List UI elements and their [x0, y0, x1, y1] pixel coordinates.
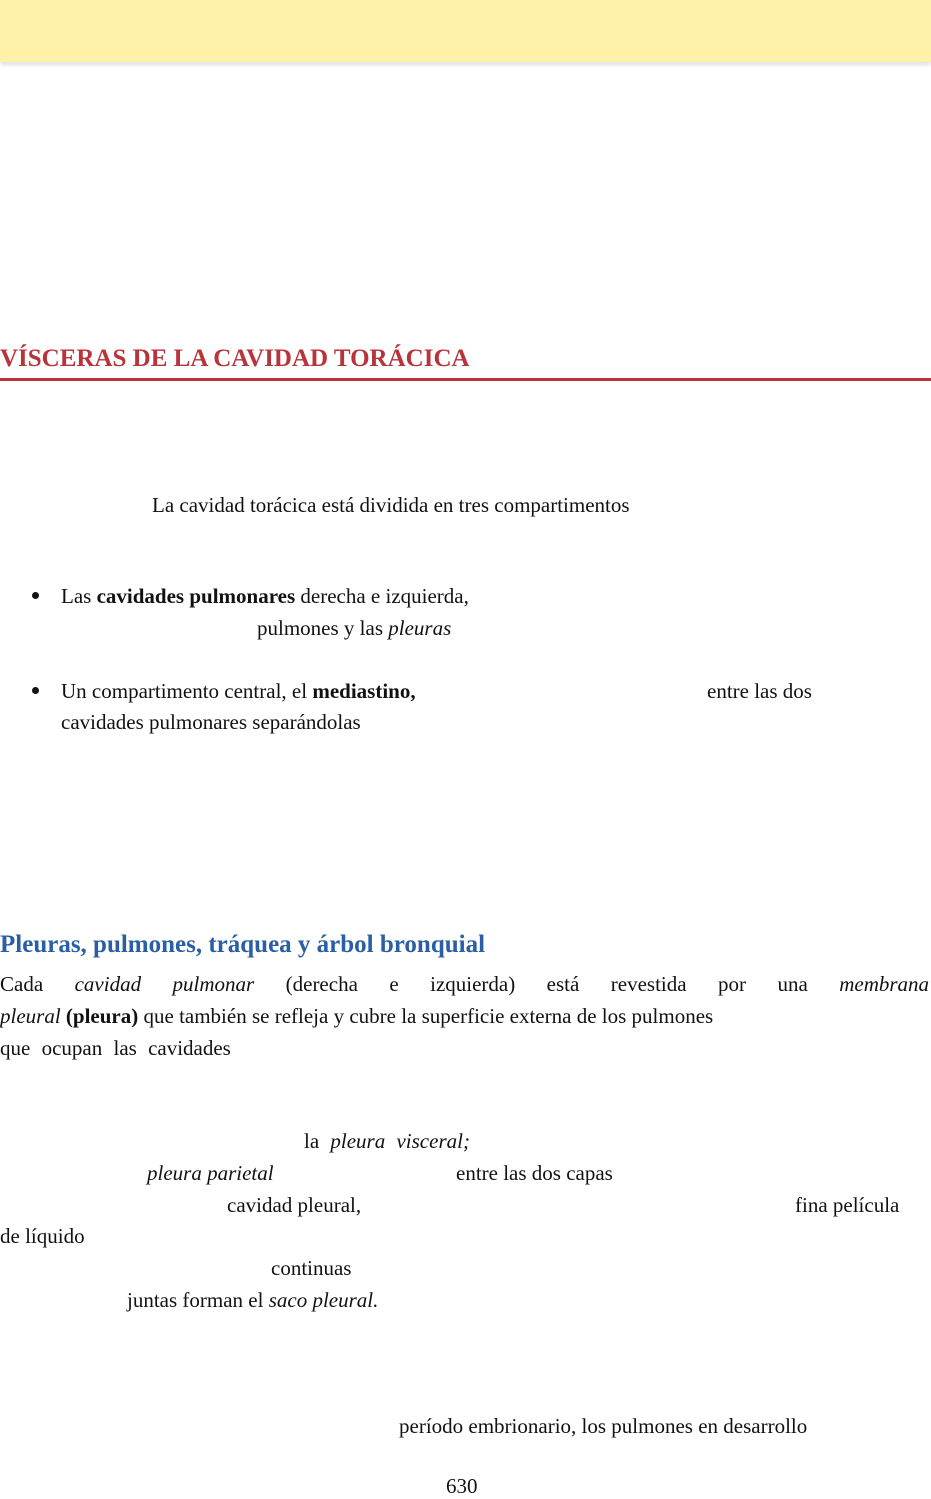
bullet-icon [32, 687, 39, 694]
fragment-continuas: continuas [271, 1256, 352, 1280]
page-number: 630 [446, 1474, 478, 1498]
fragment-cavidad-pleural: cavidad pleural, [227, 1193, 362, 1217]
bullet-2-line-2: cavidades pulmonares separándolas [61, 710, 361, 734]
fragment-entre-capas: entre las dos capas [456, 1161, 613, 1185]
bullet-2-line-1: Un compartimento central, el mediastino, [61, 679, 416, 703]
fragment-saco-pleural: juntas forman el saco pleural. [127, 1288, 379, 1312]
fragment-periodo: período embrionario, los pulmones en desarrollo [399, 1414, 808, 1438]
fragment-fina-pelicula: fina película [795, 1193, 900, 1217]
paragraph-line-3: que ocupan las cavidades [0, 1036, 231, 1060]
bullet-icon [32, 592, 39, 599]
fragment-visceral: la pleura visceral; [304, 1129, 470, 1153]
top-banner [0, 0, 931, 62]
fragment-liquido: de líquido [0, 1224, 85, 1248]
bullet-1-line-1: Las cavidades pulmonares derecha e izquierda, [61, 584, 469, 608]
chapter-title: VÍSCERAS DE LA CAVIDAD TORÁCICA [0, 341, 931, 381]
fragment-parietal: pleura parietal [147, 1161, 274, 1185]
bullet-2-fragment: entre las dos [707, 679, 812, 703]
section-heading: Pleuras, pulmones, tráquea y árbol bronquial [0, 931, 486, 958]
paragraph-line-1: Cada cavidad pulmonar (derecha e izquierda) está revestida por una membrana [0, 972, 930, 996]
intro-text: La cavidad torácica está dividida en tres compartimentos [152, 493, 630, 517]
paragraph-line-2: pleural (pleura) que también se refleja y cubre la superficie externa de los pulmones [0, 1004, 714, 1028]
bullet-1-line-2: pulmones y las pleuras [257, 616, 452, 640]
